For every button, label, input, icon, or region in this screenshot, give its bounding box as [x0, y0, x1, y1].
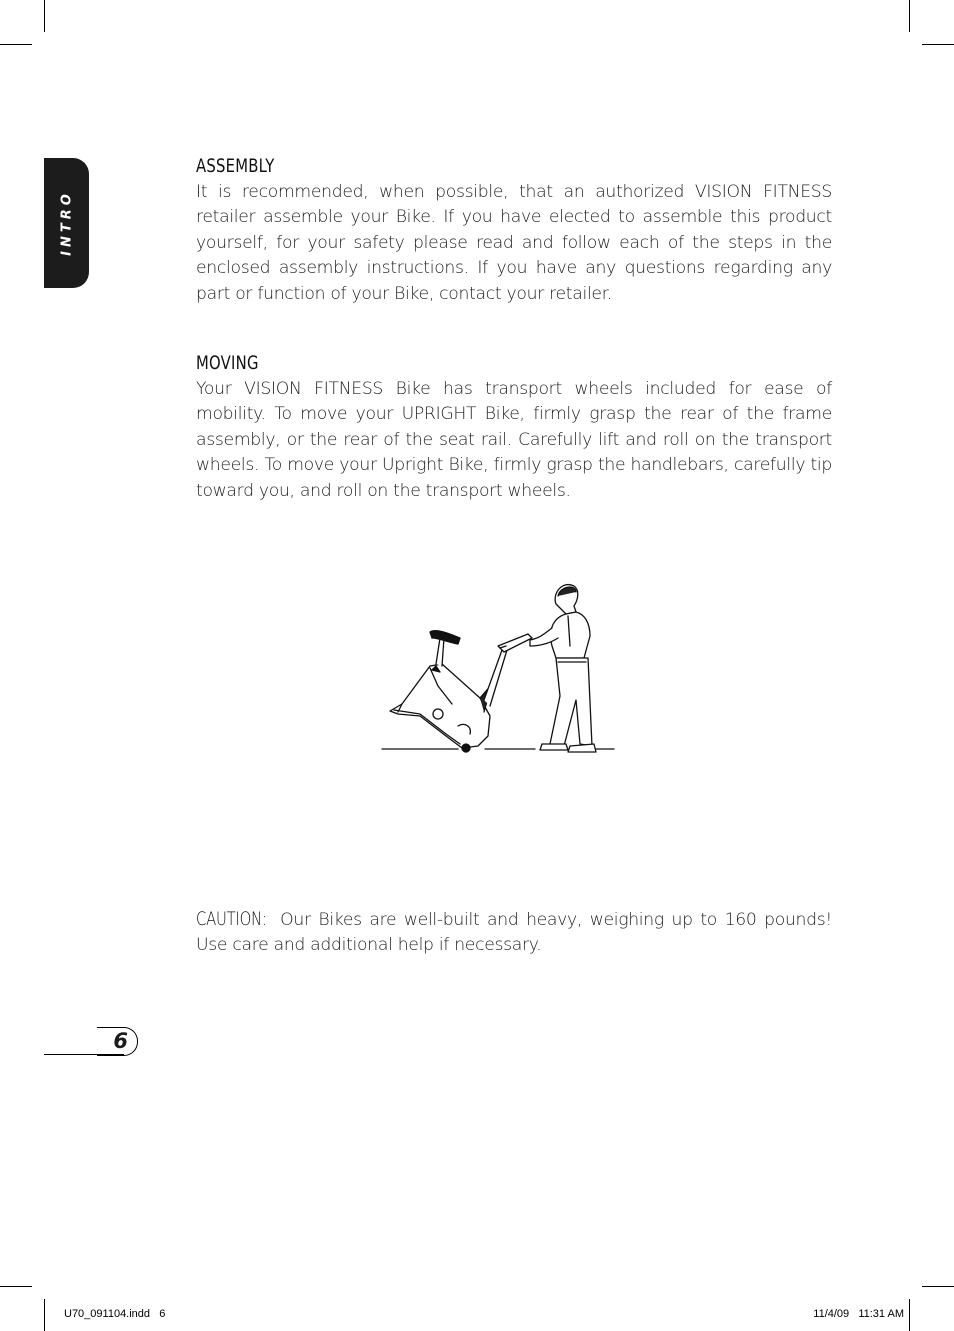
crop-mark — [0, 1286, 32, 1287]
crop-mark — [909, 1299, 910, 1331]
person-tipping-bike-illustration — [380, 576, 616, 762]
footer-timestamp: 11/4/09 11:31 AM — [813, 1308, 904, 1320]
crop-mark — [922, 44, 954, 45]
crop-mark — [922, 1286, 954, 1287]
moving-body: Your VISION FITNESS Bike has transport wheels included for ease of mobility. To move your UPRIGHT Bike, firmly grasp the rear of the frame assembly, or the rear of the seat rail. Carefully lift and roll on the transport wheels. To move your Upright Bike, firmly grasp the handlebars, carefully tip toward you, and roll on the transport wheels. — [196, 379, 832, 501]
side-tab-label: INTRO — [59, 190, 74, 256]
crop-mark — [909, 0, 910, 32]
page-number-marker — [44, 1027, 138, 1055]
caution-section — [196, 907, 832, 959]
assembly-heading: ASSEMBLY — [196, 155, 275, 177]
footer-file-name: U70_091104.indd 6 — [64, 1308, 166, 1320]
moving-section — [196, 352, 832, 504]
section-side-tab — [44, 158, 89, 288]
crop-mark — [44, 0, 45, 32]
assembly-section — [196, 155, 832, 307]
caution-body: Our Bikes are well-built and heavy, weighing up to 160 pounds! Use care and additional help if necessary. — [196, 910, 832, 956]
caution-paragraph — [196, 907, 832, 959]
crop-mark — [0, 44, 32, 45]
caution-label: CAUTION: — [196, 908, 267, 930]
crop-mark — [44, 1299, 45, 1331]
moving-heading: MOVING — [196, 352, 259, 374]
page-number: 6 — [113, 1029, 128, 1053]
assembly-body: It is recommended, when possible, that an authorized VISION FITNESS retailer assemble your Bike. If you have elected to assemble this product yourself, for your safety please read and follow each of the steps in the enclosed assembly instructions. If you have any questions regarding any part or function of your Bike, contact your retailer. — [196, 182, 832, 304]
